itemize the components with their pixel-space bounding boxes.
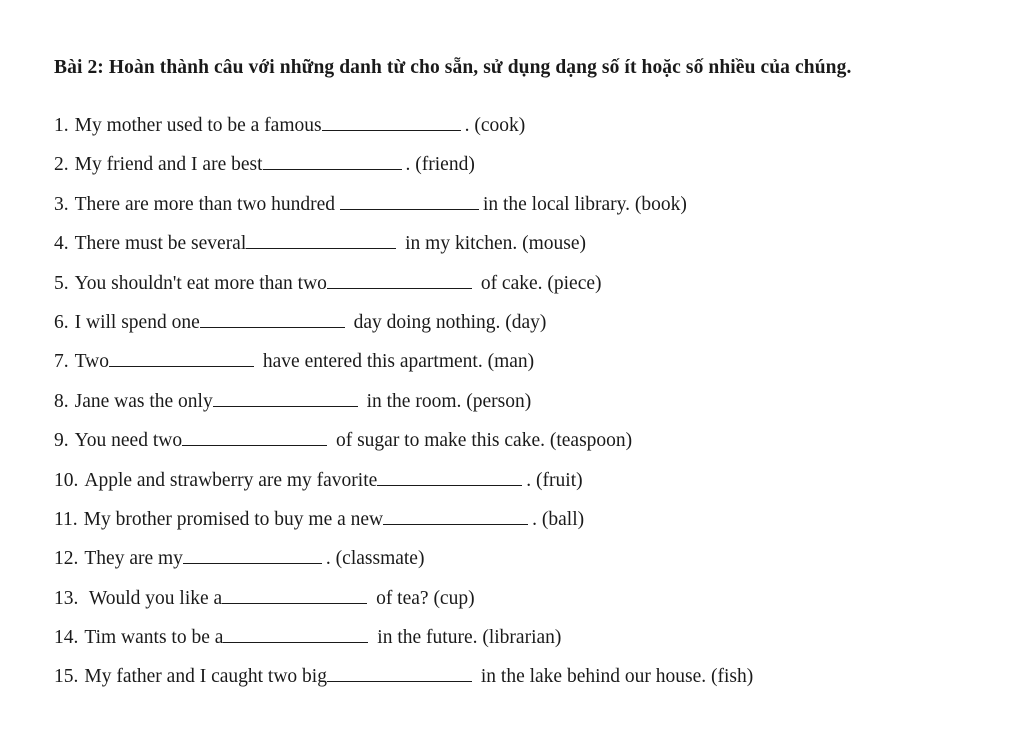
exercise-item xyxy=(54,224,984,263)
item-number: 2. xyxy=(54,154,69,176)
sentence-after: . (classmate) xyxy=(325,548,425,570)
item-number: 13. xyxy=(54,587,79,609)
answer-blank[interactable] xyxy=(322,118,461,131)
sentence-after: in the local library. (book) xyxy=(482,193,687,215)
exercise-item xyxy=(54,500,984,539)
sentence-after: in my kitchen. (mouse) xyxy=(405,233,587,255)
sentence-after: in the room. (person) xyxy=(366,390,532,412)
sentence-after: . (ball) xyxy=(532,508,585,530)
sentence-before: You need two xyxy=(74,430,183,452)
sentence-before: My friend and I are best xyxy=(74,154,263,176)
answer-blank[interactable] xyxy=(183,551,322,564)
exercise-item xyxy=(54,618,984,657)
item-number: 7. xyxy=(54,351,69,373)
sentence-before: Jane was the only xyxy=(74,390,213,412)
exercise-item xyxy=(54,185,984,224)
exercise-item xyxy=(54,145,984,184)
item-number: 6. xyxy=(54,311,69,333)
sentence-before: There must be several xyxy=(74,233,247,255)
sentence-after: in the future. (librarian) xyxy=(377,627,562,649)
exercise-item xyxy=(54,421,984,460)
sentence-before: My mother used to be a famous xyxy=(74,115,322,136)
sentence-after: . (friend) xyxy=(405,154,475,176)
answer-blank[interactable] xyxy=(223,630,368,643)
item-number: 5. xyxy=(54,272,69,294)
exercise-item xyxy=(54,303,984,342)
answer-blank[interactable] xyxy=(377,473,522,486)
sentence-after: day doing nothing. (day) xyxy=(353,311,547,333)
item-number: 4. xyxy=(54,233,69,255)
exercise-item xyxy=(54,382,984,421)
item-number: 10. xyxy=(54,469,79,491)
item-number: 14. xyxy=(54,627,79,649)
sentence-after: . (cook) xyxy=(464,115,526,136)
answer-blank[interactable] xyxy=(200,315,345,328)
item-number: 15. xyxy=(54,666,79,688)
exercise-item xyxy=(54,539,984,578)
item-number: 1. xyxy=(54,115,69,136)
answer-blank[interactable] xyxy=(327,276,472,289)
answer-blank[interactable] xyxy=(182,433,327,446)
sentence-after: . (fruit) xyxy=(526,469,583,491)
exercise-title: Bài 2: Hoàn thành câu với những danh từ cho sẵn, sử dụng dạng số ít hoặc số nhiều của chúng. xyxy=(54,57,852,78)
exercise-item xyxy=(54,342,984,381)
exercise-item xyxy=(54,579,984,618)
sentence-before: They are my xyxy=(84,548,183,570)
item-number: 12. xyxy=(54,548,79,570)
answer-blank[interactable] xyxy=(213,394,358,407)
sentence-after: of tea? (cup) xyxy=(376,587,475,609)
sentence-after: of cake. (piece) xyxy=(480,272,602,294)
item-number: 11. xyxy=(54,508,78,530)
item-number: 8. xyxy=(54,390,69,412)
exercise-list xyxy=(54,106,984,697)
answer-blank[interactable] xyxy=(246,236,396,249)
sentence-after: in the lake behind our house. (fish) xyxy=(480,666,754,688)
answer-blank[interactable] xyxy=(327,669,472,682)
sentence-before: You shouldn't eat more than two xyxy=(74,272,327,294)
sentence-before: My father and I caught two big xyxy=(84,666,327,688)
answer-blank[interactable] xyxy=(109,354,254,367)
exercise-item xyxy=(54,264,984,303)
answer-blank[interactable] xyxy=(222,591,367,604)
sentence-before: I will spend one xyxy=(74,311,200,333)
sentence-before: There are more than two hundred xyxy=(74,193,336,215)
sentence-before: Would you like a xyxy=(84,587,223,609)
sentence-after: have entered this apartment. (man) xyxy=(262,351,535,373)
exercise-item xyxy=(54,461,984,500)
item-number: 9. xyxy=(54,430,69,452)
sentence-after: of sugar to make this cake. (teaspoon) xyxy=(335,430,633,452)
sentence-before: My brother promised to buy me a new xyxy=(83,508,384,530)
item-number: 3. xyxy=(54,193,69,215)
exercise-item xyxy=(54,657,984,696)
sentence-before: Tim wants to be a xyxy=(84,627,224,649)
answer-blank[interactable] xyxy=(383,512,528,525)
sentence-before: Apple and strawberry are my favorite xyxy=(84,469,378,491)
answer-blank[interactable] xyxy=(263,157,402,170)
exercise-item xyxy=(54,106,984,145)
sentence-before: Two xyxy=(74,351,110,373)
answer-blank[interactable] xyxy=(340,197,479,210)
